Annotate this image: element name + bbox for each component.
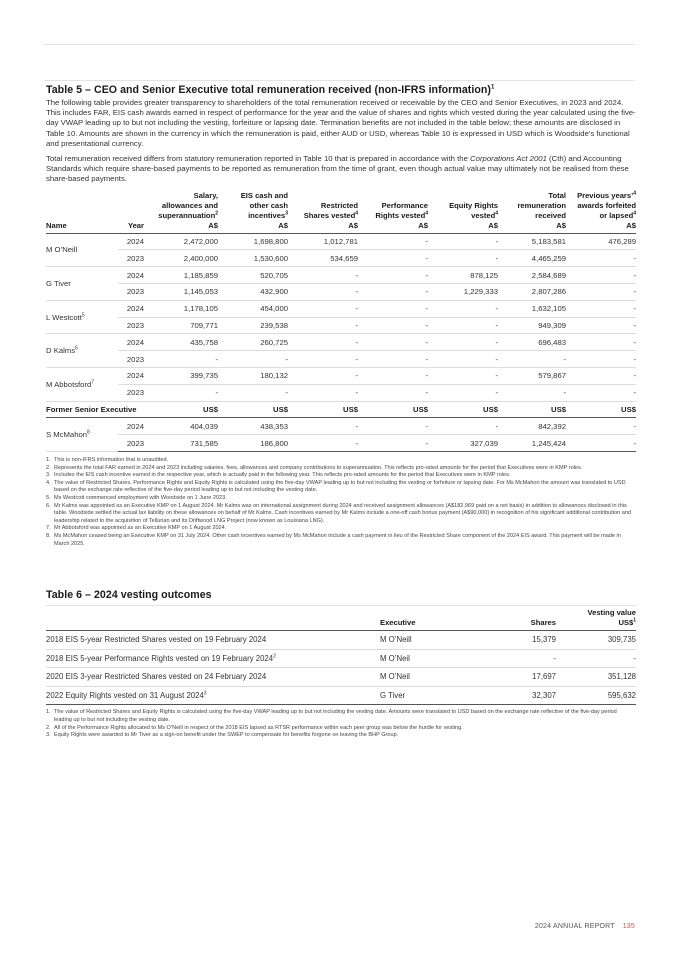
table-row bbox=[46, 250, 636, 267]
table-row bbox=[46, 284, 636, 301]
value-cell: 239,538 bbox=[218, 317, 288, 334]
footnote-number: 8. bbox=[46, 532, 51, 539]
value-cell: 180,132 bbox=[218, 368, 288, 385]
former-unit: US$ bbox=[144, 401, 218, 418]
value-cell: 1,012,781 bbox=[288, 233, 358, 250]
executive-name-text: L Westcott bbox=[46, 312, 82, 322]
vesting-shares: - bbox=[476, 649, 556, 668]
footnote-text: Includes the EIS cash incentive earned in the respective year, which is actually paid in the following year. This reflects pro-rated amounts for the period that Executives were in KMP roles. bbox=[54, 472, 511, 479]
value-cell: - bbox=[566, 250, 636, 267]
footnote bbox=[46, 457, 636, 465]
year-cell: 2023 bbox=[118, 435, 144, 452]
footnote bbox=[46, 709, 636, 724]
report-name: 2024 ANNUAL REPORT bbox=[534, 923, 615, 930]
value-cell: - bbox=[358, 300, 428, 317]
table6-footnotes bbox=[46, 709, 636, 739]
value-cell: - bbox=[428, 384, 498, 401]
table5-note: Total remuneration received differs from statutory remuneration reported in Table 10 that is prepared in accordance with the Corporations Act 2001 (Cth) and Accounting Standards which require share-based payments to be reported as remuneration from the time of grant, even though actual value may ultimately not be realised from these share-based payments. bbox=[46, 154, 629, 184]
value-cell: - bbox=[218, 384, 288, 401]
value-cell: - bbox=[566, 384, 636, 401]
col-total: Total remuneration received A$ bbox=[517, 190, 566, 230]
footnote-text: This is non-IFRS information that is unaudited. bbox=[54, 456, 169, 463]
value-cell: - bbox=[358, 250, 428, 267]
value-cell: - bbox=[288, 418, 358, 435]
executive-name bbox=[46, 267, 118, 301]
value-cell: 1,185,859 bbox=[144, 267, 218, 284]
value-cell: - bbox=[358, 435, 428, 452]
year-cell: 2024 bbox=[118, 418, 144, 435]
page-footer bbox=[535, 923, 635, 930]
col-previous-forfeited: Previous years’$^4$ awards forfeited or lapsed$^4$ A$ bbox=[577, 190, 636, 230]
value-cell: - bbox=[566, 317, 636, 334]
vesting-value: 309,735 bbox=[556, 631, 636, 650]
value-cell: - bbox=[428, 334, 498, 351]
footnote bbox=[46, 495, 636, 503]
former-unit: US$ bbox=[428, 401, 498, 418]
table-row bbox=[46, 300, 636, 317]
value-cell: - bbox=[288, 435, 358, 452]
vesting-executive: M O’Neill bbox=[380, 631, 476, 650]
footnote bbox=[46, 525, 636, 533]
footnote-text: The value of Restricted Shares and Equity Rights is calculated using the five-day VWAP leading up to but not including the vesting date. Amounts were translated to USD based on the exchange rate reflective of the five-day period leading up to but not including the vesting date. bbox=[54, 709, 617, 723]
value-cell: - bbox=[566, 418, 636, 435]
footnote bbox=[46, 533, 636, 548]
value-cell: - bbox=[566, 351, 636, 368]
vesting-executive: M O’Neil bbox=[380, 649, 476, 668]
footnote-number: 3. bbox=[46, 732, 51, 739]
footnote-number: 6. bbox=[46, 502, 51, 509]
year-cell: 2024 bbox=[118, 267, 144, 284]
executive-name-text: D Kalms bbox=[46, 346, 76, 356]
value-cell: - bbox=[498, 351, 566, 368]
col-vesting-value: Vesting value US\$$^1$ bbox=[587, 608, 636, 627]
value-cell: 2,472,000 bbox=[144, 233, 218, 250]
footnote bbox=[46, 732, 636, 740]
value-cell: - bbox=[358, 233, 428, 250]
vesting-value: 351,128 bbox=[556, 668, 636, 687]
value-cell: 476,289 bbox=[566, 233, 636, 250]
value-cell: 842,392 bbox=[498, 418, 566, 435]
footnote-text: Represents the total FAR earned in 2024 and 2023 including salaries, fees, allowances and company contributions to superannuation. This reflects pro-rated amounts for the period that Executives were in KMP roles. bbox=[54, 464, 583, 471]
col-name: Name bbox=[46, 220, 67, 230]
value-cell: - bbox=[428, 418, 498, 435]
table-row bbox=[46, 267, 636, 284]
value-cell: 731,585 bbox=[144, 435, 218, 452]
value-cell: 260,725 bbox=[218, 334, 288, 351]
value-cell: 1,698,800 bbox=[218, 233, 288, 250]
table-row bbox=[46, 334, 636, 351]
footnote-text: Equity Rights were awarded to Mr Tiver as a sign-on benefit under the SWEP to compensate for benefits forgone on leaving the BHP Group. bbox=[54, 732, 399, 739]
executive-name-footnote: 6 bbox=[75, 345, 78, 352]
executive-name-footnote: 7 bbox=[91, 379, 95, 386]
year-cell: 2023 bbox=[118, 250, 144, 267]
value-cell: 1,632,105 bbox=[498, 300, 566, 317]
value-cell: - bbox=[566, 284, 636, 301]
value-cell: 454,000 bbox=[218, 300, 288, 317]
vesting-shares: 15,379 bbox=[476, 631, 556, 650]
vesting-description bbox=[46, 649, 380, 668]
value-cell: - bbox=[358, 317, 428, 334]
value-cell: - bbox=[288, 368, 358, 385]
value-cell: - bbox=[358, 368, 428, 385]
value-cell: - bbox=[428, 351, 498, 368]
value-cell: - bbox=[288, 300, 358, 317]
value-cell: 709,771 bbox=[144, 317, 218, 334]
executive-name bbox=[46, 233, 118, 267]
vesting-description bbox=[46, 631, 380, 650]
executive-name bbox=[46, 334, 118, 368]
footnote-text: Mr Kalms was appointed as an Executive KMP on 1 August 2024. Mr Kalms was on international assignment during 2024 and received assignment allowances (A$182,969 paid on a net basis) in addition to allowances disclosed in this table. Woodside settled the actual tax liability on these allowances on behalf of Mr Kalms. Cash incentives earned by Mr Kalms include a one-off cash bonus payment (A$90,000) in recognition of his significant additional contribution and leadership related to the acquisition of Tellurian and its Driftwood LNG Project (now known as Louisiana LNG). bbox=[54, 502, 632, 524]
value-cell: 2,584,689 bbox=[498, 267, 566, 284]
footnote-number: 7. bbox=[46, 525, 51, 532]
footnote-text: Mr Abbotsford was appointed as an Executive KMP on 1 August 2024. bbox=[54, 525, 227, 532]
value-cell: 5,183,581 bbox=[498, 233, 566, 250]
col-equity-rights: Equity Rights vested$^4$ A$ bbox=[449, 200, 498, 230]
value-cell: 579,867 bbox=[498, 368, 566, 385]
former-label: Former Senior Executive bbox=[46, 401, 144, 418]
vesting-description bbox=[46, 668, 380, 687]
table-row bbox=[46, 668, 636, 687]
vesting-description-text: 2018 EIS 5-year Performance Rights vested on 19 February 2024 bbox=[46, 653, 274, 663]
table5-footnotes bbox=[46, 457, 636, 548]
executive-name bbox=[46, 368, 118, 402]
executive-name-text: M O’Neill bbox=[46, 245, 78, 255]
value-cell: 696,483 bbox=[498, 334, 566, 351]
value-cell: - bbox=[288, 334, 358, 351]
vesting-header-row bbox=[46, 608, 636, 631]
executive-name-text: G Tiver bbox=[46, 279, 71, 289]
table-row bbox=[46, 686, 636, 705]
col-executive: Executive bbox=[380, 618, 416, 627]
footnote-number: 2. bbox=[46, 724, 51, 731]
footnote-text: The value of Restricted Shares, Performance Rights and Equity Rights is calculated using the five-day VWAP leading up to but not including the vesting or forfeiture or lapsing date. For Ms McMahon the amount was translated to USD based on the exchange rate reflective of the five-day period leading up to but not including the vesting date. bbox=[54, 479, 626, 494]
value-cell: 1,530,600 bbox=[218, 250, 288, 267]
table-row bbox=[46, 418, 636, 435]
value-cell: 404,039 bbox=[144, 418, 218, 435]
value-cell: - bbox=[566, 334, 636, 351]
value-cell: - bbox=[288, 317, 358, 334]
vesting-description-footnote: 2 bbox=[273, 653, 276, 660]
table6-section bbox=[46, 589, 636, 740]
year-cell: 2024 bbox=[118, 368, 144, 385]
value-cell: - bbox=[288, 284, 358, 301]
value-cell: 186,800 bbox=[218, 435, 288, 452]
page-number: 135 bbox=[622, 923, 635, 930]
value-cell: - bbox=[358, 384, 428, 401]
value-cell: 438,353 bbox=[218, 418, 288, 435]
year-cell: 2023 bbox=[118, 384, 144, 401]
value-cell: - bbox=[288, 384, 358, 401]
value-cell: - bbox=[566, 300, 636, 317]
value-cell: - bbox=[428, 368, 498, 385]
value-cell: - bbox=[566, 435, 636, 452]
former-unit: US$ bbox=[566, 401, 636, 418]
col-restricted-shares: Restricted Shares vested$^4$ A$ bbox=[303, 200, 358, 230]
vesting-executive: G Tiver bbox=[380, 686, 476, 705]
year-cell: 2024 bbox=[118, 334, 144, 351]
value-cell: 1,178,105 bbox=[144, 300, 218, 317]
value-cell: 520,705 bbox=[218, 267, 288, 284]
table-row bbox=[46, 649, 636, 668]
executive-name bbox=[46, 418, 118, 452]
year-cell: 2023 bbox=[118, 284, 144, 301]
executive-name bbox=[46, 300, 118, 334]
value-cell: - bbox=[144, 384, 218, 401]
col-description bbox=[46, 608, 380, 631]
value-cell: - bbox=[358, 284, 428, 301]
footnote bbox=[46, 503, 636, 526]
value-cell: - bbox=[566, 267, 636, 284]
col-year: Year bbox=[127, 220, 144, 230]
footnote bbox=[46, 465, 636, 473]
former-unit: US$ bbox=[498, 401, 566, 418]
year-cell: 2024 bbox=[118, 233, 144, 250]
table-row bbox=[46, 351, 636, 368]
value-cell: - bbox=[428, 317, 498, 334]
value-cell: - bbox=[144, 351, 218, 368]
former-unit: US$ bbox=[218, 401, 288, 418]
former-unit: US$ bbox=[358, 401, 428, 418]
col-performance-rights: Performance Rights vested$^4$ A$ bbox=[375, 200, 428, 230]
table-row bbox=[46, 317, 636, 334]
value-cell: 2,400,000 bbox=[144, 250, 218, 267]
table5-section bbox=[46, 84, 636, 548]
value-cell: - bbox=[498, 384, 566, 401]
value-cell: 534,659 bbox=[288, 250, 358, 267]
col-salary: Salary, allowances and superannuation$^2$ A$ bbox=[158, 190, 218, 230]
value-cell: - bbox=[428, 250, 498, 267]
footnote-number: 2. bbox=[46, 464, 51, 471]
value-cell: - bbox=[428, 300, 498, 317]
executive-name-text: S McMahon bbox=[46, 430, 88, 440]
table-row bbox=[46, 368, 636, 385]
footnote-number: 5. bbox=[46, 494, 51, 501]
footnote bbox=[46, 472, 636, 480]
value-cell: - bbox=[358, 351, 428, 368]
year-cell: 2023 bbox=[118, 351, 144, 368]
value-cell: 327,039 bbox=[428, 435, 498, 452]
year-cell: 2023 bbox=[118, 317, 144, 334]
vesting-description-text: 2020 EIS 3-year Restricted Shares vested on 24 February 2024 bbox=[46, 672, 267, 682]
value-cell: - bbox=[288, 351, 358, 368]
table5-title: Table 5 – CEO and Senior Executive total remuneration received (non-IFRS information)$^1$ bbox=[46, 84, 495, 96]
footnote-number: 4. bbox=[46, 479, 51, 486]
value-cell: 1,245,424 bbox=[498, 435, 566, 452]
col-shares: Shares bbox=[530, 618, 556, 627]
top-rule bbox=[44, 44, 635, 45]
footnote-number: 1. bbox=[46, 456, 51, 463]
vesting-value: 595,632 bbox=[556, 686, 636, 705]
executive-name-text: M Abbotsford bbox=[46, 379, 92, 389]
footnote-number: 1. bbox=[46, 709, 51, 716]
vesting-shares: 32,307 bbox=[476, 686, 556, 705]
table6-rule bbox=[46, 605, 636, 606]
vesting-description-footnote: 3 bbox=[203, 690, 207, 697]
former-unit: US$ bbox=[288, 401, 358, 418]
footnote-text: Ms Westcott commenced employment with Woodside on 1 June 2023. bbox=[54, 494, 227, 501]
footnote-number: 3. bbox=[46, 472, 51, 479]
value-cell: - bbox=[428, 233, 498, 250]
section-rule bbox=[44, 80, 635, 81]
footnote bbox=[46, 480, 636, 495]
vesting-description-text: 2022 Equity Rights vested on 31 August 2024 bbox=[46, 691, 204, 701]
footnote-text: All of the Performance Rights allocated to Ms O’Neill in respect of the 2018 EIS lapsed as RTSR performance within each peer group was below the hurdle for vesting. bbox=[54, 724, 463, 731]
vesting-table bbox=[46, 608, 636, 705]
value-cell: 435,758 bbox=[144, 334, 218, 351]
value-cell: - bbox=[358, 334, 428, 351]
vesting-executive: M O’Neil bbox=[380, 668, 476, 687]
vesting-shares: 17,697 bbox=[476, 668, 556, 687]
value-cell: 878,125 bbox=[428, 267, 498, 284]
table-row bbox=[46, 631, 636, 650]
footnote bbox=[46, 725, 636, 733]
remuneration-header-row bbox=[46, 191, 636, 234]
year-cell: 2024 bbox=[118, 300, 144, 317]
value-cell: 1,229,333 bbox=[428, 284, 498, 301]
vesting-description-text: 2018 EIS 5-year Restricted Shares vested on 19 February 2024 bbox=[46, 635, 267, 645]
footnote-text: Ms McMahon ceased being an Executive KMP on 31 July 2024. Other cash incentives earned by Ms McMahon include a cash payment in lieu of the Restricted Share component of the 2024 EIS award. This payment will be made in March 2025. bbox=[54, 532, 621, 547]
executive-name-footnote: 8 bbox=[87, 429, 90, 436]
value-cell: - bbox=[288, 267, 358, 284]
value-cell: - bbox=[218, 351, 288, 368]
value-cell: 1,145,053 bbox=[144, 284, 218, 301]
table5-intro: The following table provides greater transparency to shareholders of the total remuneration received or receivable by the CEO and Senior Executives, in 2023 and 2024. This includes FAR, EIS cash awards earned in respect of performance for the year and the value of shares and rights which vested during the year calculated using the five-day VWAP leading up to but not including the vesting, forfeiture or lapsing date. Termination benefits are not included in the table below; these amounts are disclosed in Table 10. Amounts are shown in the currency in which the remuneration is paid, either AUD or USD, whereas Table 10 is expressed in USD which is Woodside’s functional and presentational currency. bbox=[46, 98, 636, 148]
value-cell: 949,309 bbox=[498, 317, 566, 334]
value-cell: 2,807,286 bbox=[498, 284, 566, 301]
value-cell: - bbox=[358, 418, 428, 435]
value-cell: - bbox=[566, 368, 636, 385]
value-cell: 432,900 bbox=[218, 284, 288, 301]
executive-name-footnote: 5 bbox=[81, 312, 85, 319]
value-cell: 399,735 bbox=[144, 368, 218, 385]
former-executive-header bbox=[46, 401, 636, 418]
remuneration-table bbox=[46, 191, 636, 452]
vesting-description bbox=[46, 686, 380, 705]
table6-title: Table 6 – 2024 vesting outcomes bbox=[46, 589, 212, 601]
col-eis: EIS cash and other cash incentives$^3$ A$ bbox=[240, 190, 288, 230]
table-row bbox=[46, 384, 636, 401]
vesting-value: - bbox=[556, 649, 636, 668]
table-row bbox=[46, 233, 636, 250]
value-cell: 4,465,259 bbox=[498, 250, 566, 267]
table-row bbox=[46, 435, 636, 452]
value-cell: - bbox=[358, 267, 428, 284]
